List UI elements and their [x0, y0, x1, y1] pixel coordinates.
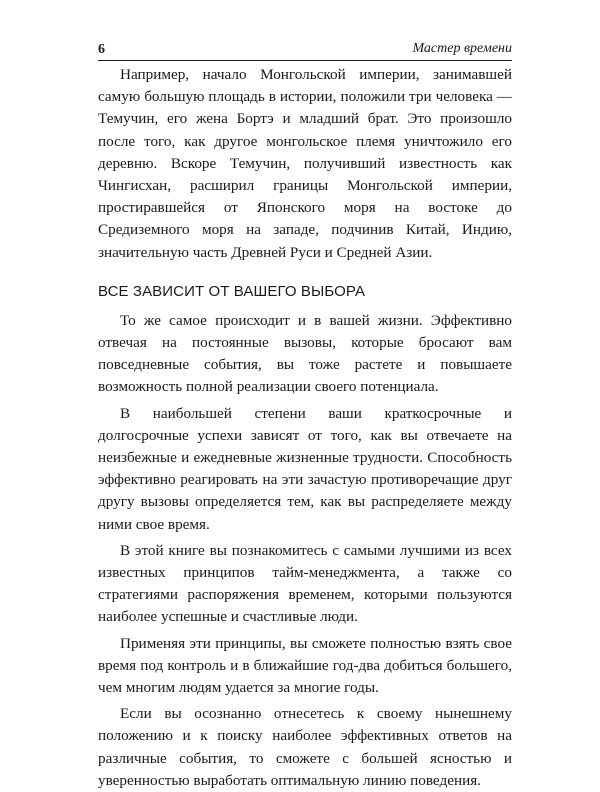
paragraph: То же самое происходит и в вашей жизни. Эффективно отвечая на постоянные вызовы, которые бросают вам повседневные события, вы тоже растете и повышаете возможность полной реализации своего потенциала. — [98, 311, 512, 396]
running-title: Мастер времени — [412, 41, 512, 56]
page-number: 6 — [98, 42, 106, 57]
paragraph: В наибольшей степени ваши краткосрочные и долгосрочные успехи зависят от того, как вы отвечаете на неизбежные и ежедневные жизненные трудности. Способность эффективно реагировать на эти зачастую противоречащие друг другу вызовы определяется тем, как вы распределяете между ними свое время. — [98, 404, 512, 533]
running-header — [98, 38, 512, 61]
section-heading: ВСЕ ЗАВИСИТ ОТ ВАШЕГО ВЫБОРА — [98, 282, 366, 300]
body-text — [98, 64, 512, 792]
paragraph: Если вы осознанно отнесетесь к своему нынешнему положению и к поиску наиболее эффективных ответов на различные события, то сможете с большей ясностью и уверенностью выработать оптимальную линию поведения. — [98, 705, 512, 789]
intro-paragraph: Например, начало Монгольской империи, занимавшей самую большую площадь в истории, положили три человека — Темучин, его жена Бортэ и младший брат. Это произошло после того, как другое монгольское племя уничтожило его деревню. Вскоре Темучин, получивший известность как Чингисхан, расширил границы Монгольской империи, простиравшейся от Японского моря на востоке до Средиземного моря на западе, подчинив Китай, Индию, значительную часть Древней Руси и Средней Азии. — [98, 66, 512, 261]
paragraph: Применяя эти принципы, вы сможете полностью взять свое время под контроль и в ближайшие год-два добиться большего, чем многим людям удается за многие годы. — [98, 634, 512, 697]
paragraph: В этой книге вы познакомитесь с самыми лучшими из всех известных принципов тайм-менеджмента, а также со стратегиями распоряжения временем, которыми пользуются наиболее успешные и счастливые люди. — [98, 541, 512, 626]
